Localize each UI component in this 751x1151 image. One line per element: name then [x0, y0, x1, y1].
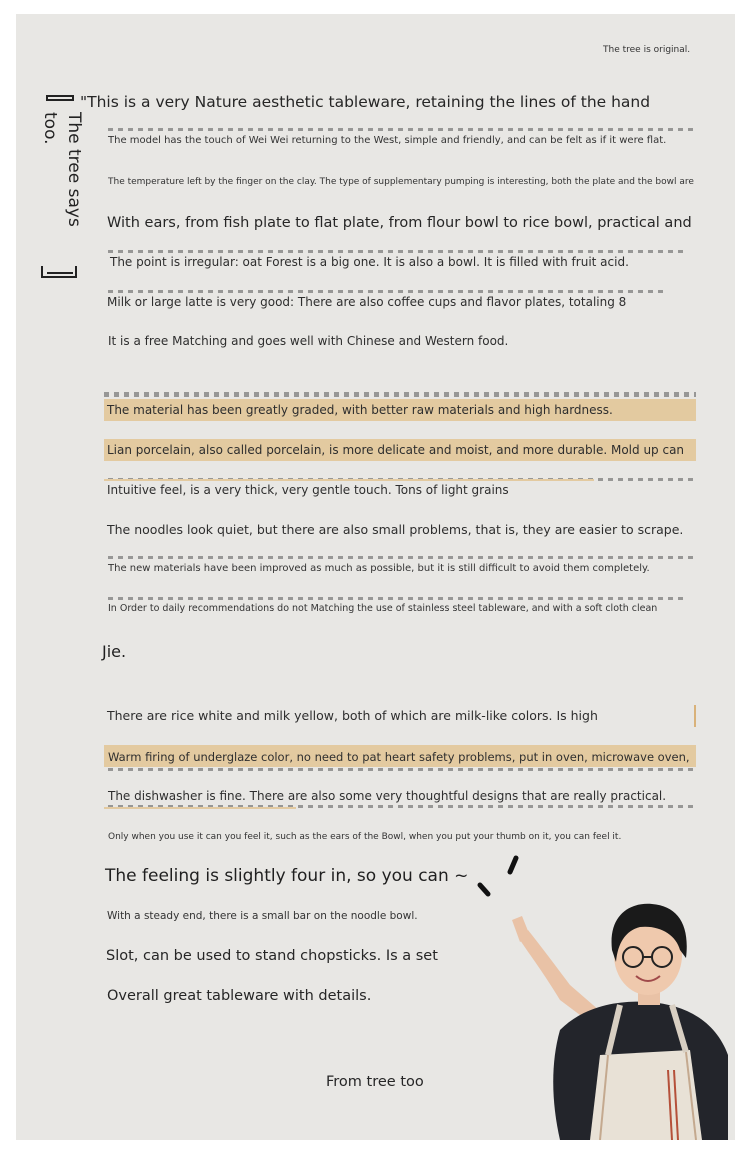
text-line-19: The feeling is slightly four in, so you can ~: [105, 866, 469, 886]
cutoff-text-line: [108, 250, 688, 253]
presenter-illustration: [490, 880, 735, 1140]
text-line-1: "This is a very Nature aesthetic tableware, retaining the lines of the hand: [80, 93, 651, 111]
header-note: The tree is original.: [603, 45, 691, 55]
text-line-5: The point is irregular: oat Forest is a big one. It is also a bowl. It is filled with fruit acid.: [110, 255, 629, 269]
highlight-underline: [104, 807, 296, 809]
text-line-20: With a steady end, there is a small bar on the noodle bowl.: [107, 910, 418, 922]
text-line-9: Lian porcelain, also called porcelain, is more delicate and moist, and more durable. Mold up can: [107, 443, 685, 457]
close-bracket-decoration: [41, 266, 77, 278]
cutoff-text-line: [108, 597, 688, 600]
text-line-4: With ears, from fish plate to flat plate, from flour bowl to rice bowl, practical and: [107, 215, 692, 231]
text-line-6: Milk or large latte is very good: There are also coffee cups and flavor plates, totaling 8: [107, 295, 627, 309]
text-line-15: There are rice white and milk yellow, both of which are milk-like colors. Is high: [107, 708, 598, 723]
text-line-17: The dishwasher is fine. There are also some very thoughtful designs that are really practical.: [108, 789, 667, 803]
signature: From tree too: [326, 1074, 424, 1090]
cutoff-text-line: [108, 556, 693, 559]
text-line-13: In Order to daily recommendations do not Matching the use of stainless steel tableware, and with a soft cloth clean: [108, 603, 658, 614]
open-bracket-decoration: [46, 95, 74, 101]
text-line-11: The noodles look quiet, but there are also small problems, that is, they are easier to scrape.: [107, 522, 684, 537]
text-line-21: Slot, can be used to stand chopsticks. Is a set: [106, 948, 438, 964]
cutoff-text-line: [104, 392, 696, 397]
text-line-2: The model has the touch of Wei Wei returning to the West, simple and friendly, and can be felt as if it were flat.: [108, 135, 667, 146]
vertical-title: The tree says too.: [40, 112, 84, 227]
text-line-8: The material has been greatly graded, with better raw materials and high hardness.: [107, 403, 613, 417]
text-line-12: The new materials have been improved as much as possible, but it is still difficult to avoid them completely.: [108, 563, 650, 574]
highlight-marker: [694, 705, 696, 727]
text-line-18: Only when you use it can you feel it, such as the ears of the Bowl, when you put your thumb on it, you can feel it.: [108, 832, 622, 842]
cutoff-text-line: [108, 290, 668, 293]
cutoff-text-line: [108, 768, 693, 771]
text-line-10: Intuitive feel, is a very thick, very gentle touch. Tons of light grains: [107, 483, 509, 497]
text-line-3: The temperature left by the finger on the clay. The type of supplementary pumping is interesting, both the plate and the bowl are: [108, 177, 694, 187]
highlight-underline: [104, 479, 594, 481]
text-line-22: Overall great tableware with details.: [107, 988, 372, 1004]
text-line-14: Jie.: [102, 642, 127, 661]
text-line-7: It is a free Matching and goes well with Chinese and Western food.: [108, 334, 509, 348]
cutoff-text-line: [108, 128, 693, 131]
text-line-16: Warm firing of underglaze color, no need to pat heart safety problems, put in oven, microwave oven,: [108, 750, 690, 764]
